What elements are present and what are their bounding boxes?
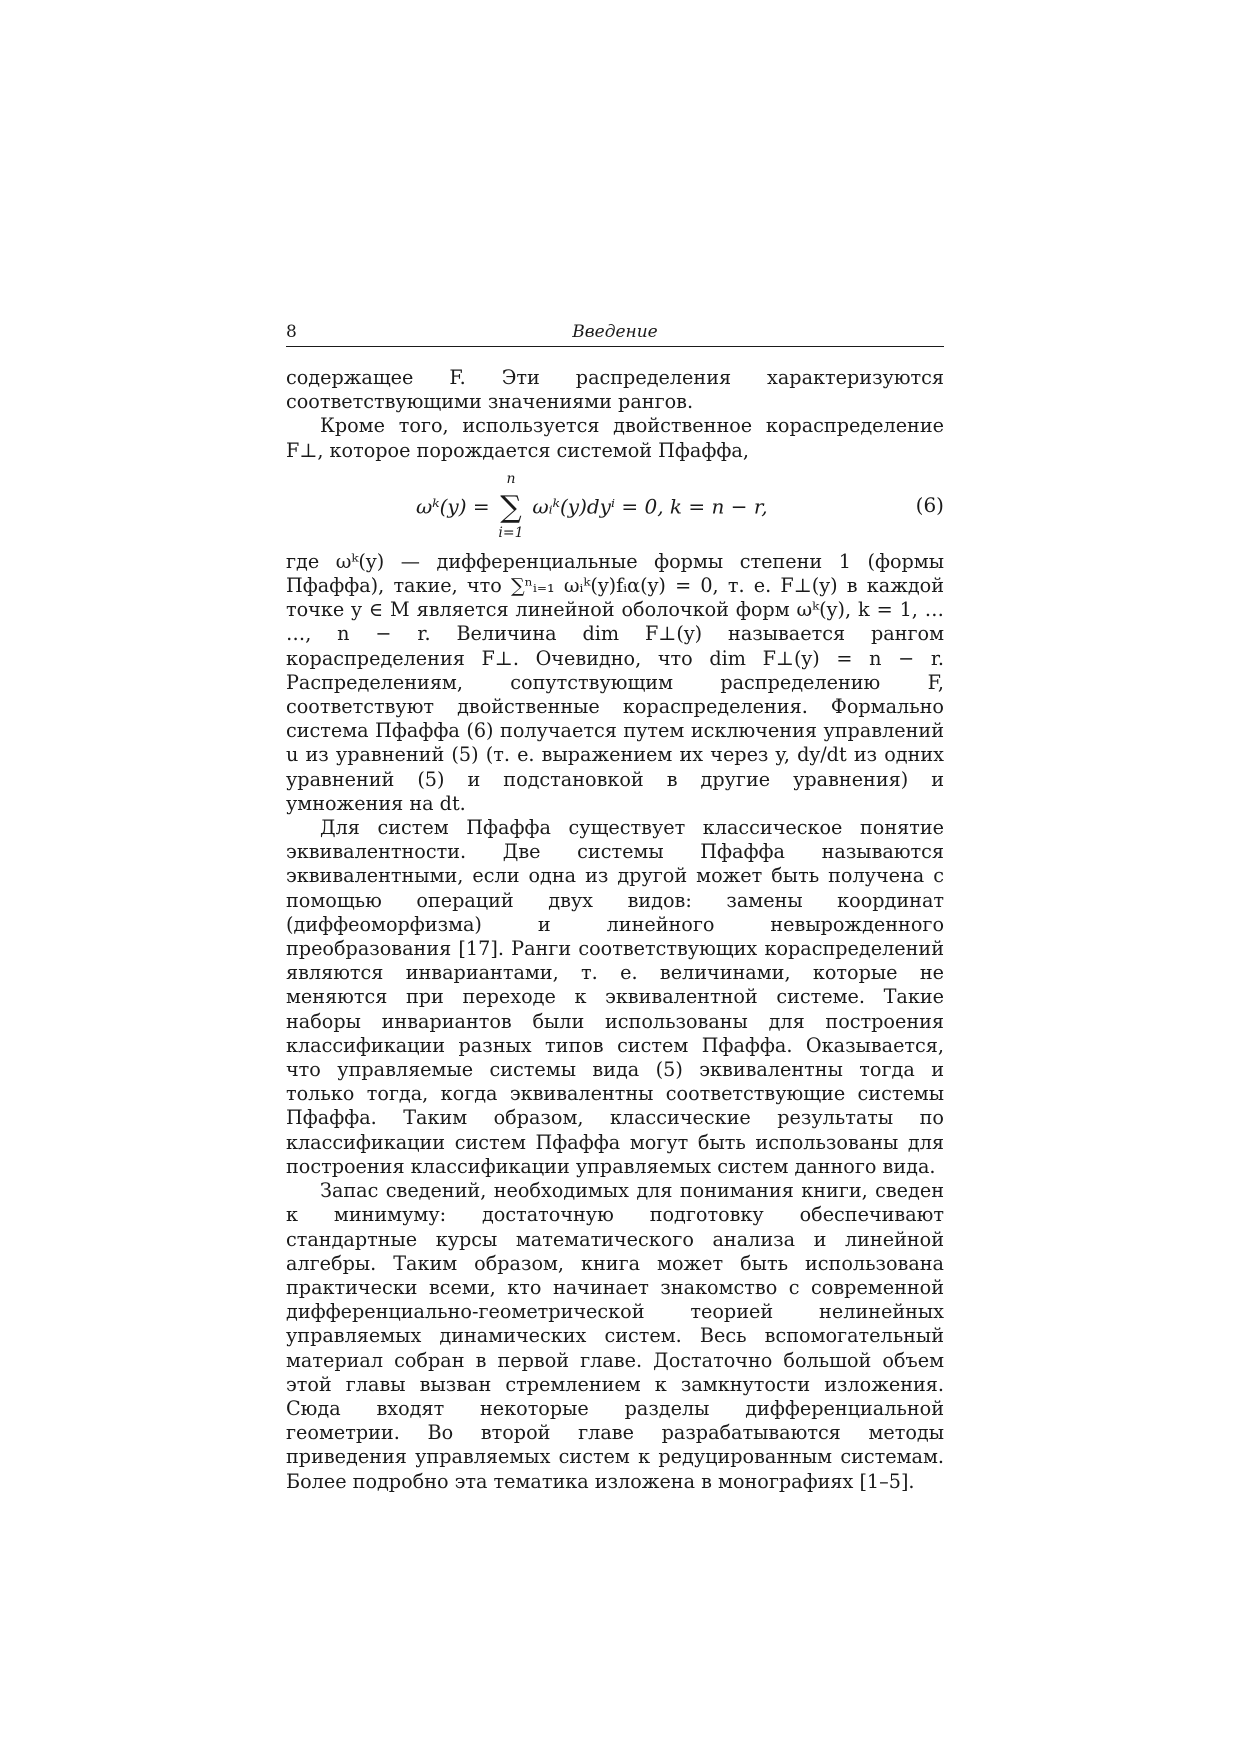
body-text xyxy=(286,366,944,1494)
equation-formula xyxy=(416,470,768,541)
paragraph-1: содержащее F. Эти распределения характеризуются соответствующими значениями рангов. xyxy=(286,366,944,414)
equation-lhs: ωᵏ(y) = xyxy=(416,494,490,519)
paragraph-3: где ωᵏ(y) — дифференциальные формы степени 1 (формы Пфаффа), такие, что ∑ⁿᵢ₌₁ ωᵢᵏ(y)fᵢα(y) = 0, т. е. F⊥(y) в каждой точке y ∈ M является линейной оболочкой форм ωᵏ(y), k = 1, … …, n − r. Величина dim F⊥(y) называется рангом кораспределения F⊥. Очевидно, что dim F⊥(y) = n − r. Распределениям, сопутствующим распределению F, соответствуют двойственные кораспределения. Формально система Пфаффа (6) получается путем исключения управлений u из уравнений (5) (т. е. выражением их через y, dy/dt из одних уравнений (5) и подстановкой в другие уравнения) и умножения на dt. xyxy=(286,549,944,815)
sum-lower-limit: i=1 xyxy=(498,524,524,541)
sum-upper-limit: n xyxy=(506,470,516,487)
page-number: 8 xyxy=(286,322,297,342)
running-title: Введение xyxy=(572,322,658,342)
paragraph-2: Кроме того, используется двойственное кораспределение F⊥, которое порождается системой Пфаффа, xyxy=(286,414,944,462)
sum-symbol: ∑ xyxy=(500,489,522,525)
paragraph-4: Для систем Пфаффа существует классическое понятие эквивалентности. Две системы Пфаффа называются эквивалентными, если одна из другой может быть получена с помощью операций двух видов: замены координат (диффеоморфизма) и линейного невырожденного преобразования [17]. Ранги соответствующих кораспределений являются инвариантами, т. е. величинами, которые не меняются при переходе к эквивалентной системе. Такие наборы инвариантов были использованы для построения классификации разных типов систем Пфаффа. Оказывается, что управляемые системы вида (5) эквивалентны тогда и только тогда, когда эквивалентны соответствующие системы Пфаффа. Таким образом, классические результаты по классификации систем Пфаффа могут быть использованы для построения классификации управляемых систем данного вида. xyxy=(286,816,944,1178)
summation xyxy=(496,470,526,541)
equation-rhs: ωᵢᵏ(y)dyⁱ = 0, k = n − r, xyxy=(532,494,768,519)
equation-6 xyxy=(286,467,944,545)
equation-number: (6) xyxy=(915,492,944,517)
paragraph-5: Запас сведений, необходимых для понимания книги, сведен к минимуму: достаточную подготовку обеспечивают стандартные курсы математического анализа и линейной алгебры. Таким образом, книга может быть использована практически всеми, кто начинает знакомство с современной дифференциально-геометрической теорией нелинейных управляемых динамических систем. Весь вспомогательный материал собран в первой главе. Достаточно большой объем этой главы вызван стремлением к замкнутости изложения. Сюда входят некоторые разделы дифференциальной геометрии. Во второй главе разрабатываются методы приведения управляемых систем к редуцированным системам. Более подробно эта тематика изложена в монографиях [1–5]. xyxy=(286,1179,944,1493)
running-header xyxy=(286,322,944,347)
